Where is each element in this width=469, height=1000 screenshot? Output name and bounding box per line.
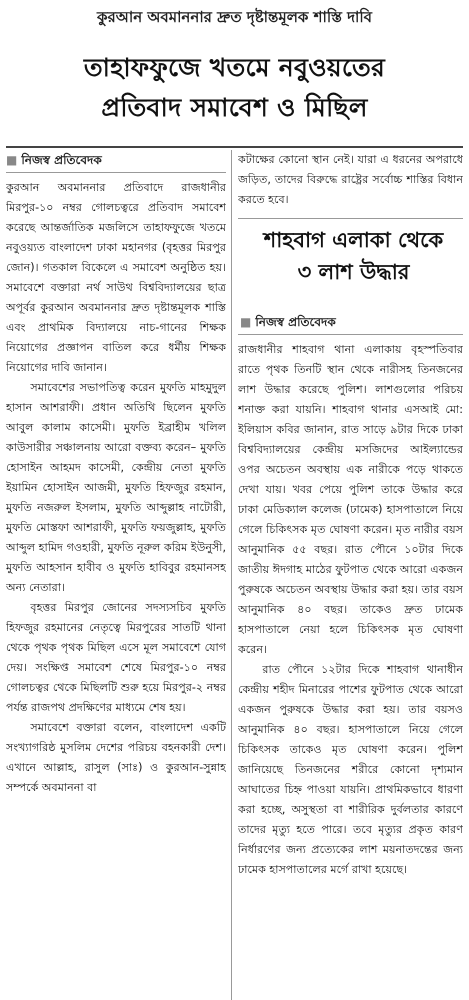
article-1-paragraph: কুরআন অবমাননার প্রতিবাদে রাজধানীর মিরপুর-১০ নম্বর গোলচত্বরে প্রতিবাদ সমাবেশ করেছে আন্তর্জাতিক মজলিসে তাহাফফুজে খতমে নবুওয়্যত বাংলাদেশ ঢাকা মহানগর (বৃহত্তর মিরপুর জোন)। গতকাল বিকেলে এ সমাবেশ অনুষ্ঠিত হয়। সমাবেশে বক্তারা নর্থ সাউথ বিশ্ববিদ্যালয়ের ছাত্র অপূর্বর কুরআন অবমাননার দ্রুত দৃষ্টান্তমূলক শাস্তি এবং প্রাথমিক বিদ্যালয়ে নাচ-গানের শিক্ষক নিয়োগের প্রজ্ঞাপন বাতিল করে ধর্মীয় শিক্ষক নিয়োগের দাবি জানান। [6,181,226,374]
byline-rule [6,172,226,173]
byline-text: নিজস্ব প্রতিবেদক [255,315,336,329]
headline-line-2: প্রতিবাদ সমাবেশ ও মিছিল [101,93,368,122]
article-2-headline [238,224,469,288]
article-1-paragraph: সমাবেশে বক্তারা বলেন, বাংলাদেশ একটি সংখ্যাগরিষ্ঠ মুসলিম দেশের পরিচয় বহনকারী দেশ। এখানে আল্লাহ, রাসুল (সাঃ) ও কুরআন-সুন্নাহ সম্পর্কে অবমাননা বা [6,721,226,794]
byline-text: নিজস্ব প্রতিবেদক [21,153,102,167]
byline-rule [238,334,463,335]
column-divider [231,150,232,1000]
byline-article-1 [6,152,102,168]
bullet-icon: ■ [6,153,18,167]
article-1-column-1 [6,178,226,1000]
article-2-headline-line-2: ৩ লাশ উদ্ধার [297,260,410,284]
article-1-paragraph: কটাক্ষের কোনো স্থান নেই। যারা এ ধরনের অপরাধে জড়িত, তাদের বিরুদ্ধে রাষ্ট্রের সর্বোচ্চ শাস্তির বিধান করতে হবে। [238,153,463,206]
bullet-icon: ■ [240,315,252,329]
article-1-column-2 [238,150,463,210]
article-kicker: কুরআন অবমাননার দ্রুত দৃষ্টান্তমূলক শাস্তি দাবি [96,8,372,26]
article-separator [238,218,463,219]
article-1-paragraph: সমাবেশের সভাপতিত্ব করেন মুফতি মাহমুদুল হাসান আশরাফী। প্রধান অতিথি ছিলেন মুফতি আবুল কালাম কাসেমী। মুফতি ইব্রাহীম খলিল কাউসারীর সঞ্চালনায় আরো বক্তব্য করেন– মুফতি হোসাইন আহমদ কাসেমী, কেন্দ্রীয় নেতা মুফতি ইয়ামিন হোসাইন আজমী, মুফতি হিফজুর রহমান, মুফতি নজরুল ইসলাম, মুফতি আব্দুল্লাহ নাটোরী, মুফতি মোস্তফা আশরাফী, মুফতি ফয়জুল্লাহ, মুফতি আব্দুল হামিদ গওহারী, মুফতি নূরুল করিম ইউনুসী, মুফতি আহসান হাবীব ও মুফতি হাবিবুর রহমানসহ অন্য নেতারা। [6,381,226,594]
byline-article-2 [240,314,336,330]
article-1-paragraph: বৃহত্তর মিরপুর জোনের সদস্যসচিব মুফতি হিফজুর রহমানের নেতৃত্বে মিরপুরের সাতটি থানা থেকে পৃথক পৃথক মিছিল এসে মূল সমাবেশে যোগ দেয়। সংক্ষিপ্ত সমাবেশ শেষে মিরপুর-১০ নম্বর গোলচত্বর থেকে মিছিলটি শুরু হয়ে মিরপুর-২ নম্বর পর্যন্ত রাজপথ প্রদক্ষিণের মাধ্যমে শেষ হয়। [6,601,226,714]
article-2-headline-line-1: শাহবাগ এলাকা থেকে [263,228,444,252]
article-headline [0,48,469,128]
article-2-paragraph: রাজধানীর শাহবাগ থানা এলাকায় বৃহস্পতিবার রাতে পৃথক তিনটি স্থান থেকে নারীসহ তিনজনের লাশ উদ্ধার করেছে পুলিশ। লাশগুলোর পরিচয় শনাক্ত করা যায়নি। শাহবাগ থানার এসআই মো: ইলিয়াস কবির জানান, রাত সাড়ে ৯টার দিকে ঢাকা বিশ্ববিদ্যালয়ের কেন্দ্রীয় মসজিদের আইল্যান্ডের ওপর অচেতন অবস্থায় এক নারীকে পড়ে থাকতে দেখা যায়। খবর পেয়ে পুলিশ তাকে উদ্ধার করে ঢাকা মেডিক্যাল কলেজ (ঢামেক) হাসপাতালে নিয়ে গেলে চিকিৎসক মৃত ঘোষণা করেন। মৃত নারীর বয়স আনুমানিক ৫৫ বছর। রাত পৌনে ১০টার দিকে জাতীয় ঈদগাহ মাঠের ফুটপাত থেকে আরো একজন পুরুষকে অচেতন অবস্থায় উদ্ধার করা হয়। তার বয়স আনুমানিক ৪০ বছর। তাকেও দ্রুত ঢামেক হাসপাতালে নেয়া হলে চিকিৎসক মৃত ঘোষণা করেন। [238,343,463,656]
article-2-body [238,340,463,1000]
headline-divider [6,146,463,148]
article-2-paragraph: রাত পৌনে ১২টার দিকে শাহবাগ থানাধীন কেন্দ্রীয় শহীদ মিনারের পাশের ফুটপাত থেকে আরো একজন পুরুষকে উদ্ধার করা হয়। তার বয়সও আনুমানিক ৪০ বছর। হাসপাতালে নিয়ে গেলে চিকিৎসক তাকেও মৃত ঘোষণা করেন। পুলিশ জানিয়েছে তিনজনের শরীরে কোনো দৃশ্যমান আঘাতের চিহ্ন পাওয়া যায়নি। প্রাথমিকভাবে ধারণা করা হচ্ছে, অসুস্থতা বা শারীরিক দুর্বলতার কারণে তাদের মৃত্যু হতে পারে। তবে মৃত্যুর প্রকৃত কারণ নির্ধারণের জন্য প্রত্যেকের লাশ ময়নাতদন্তের জন্য ঢামেক হাসপাতালের মর্গে রাখা হয়েছে। [238,663,463,876]
headline-line-1: তাহাফফুজে খতমে নবুওয়তের [83,53,386,82]
